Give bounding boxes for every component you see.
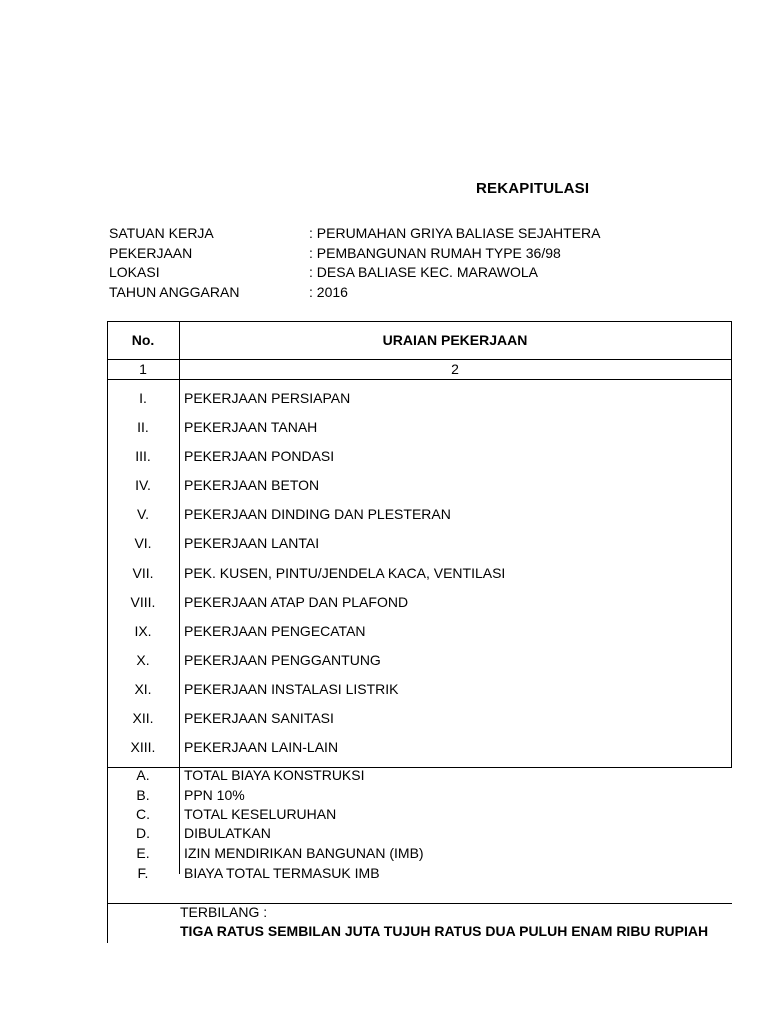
item-number: II. <box>137 419 149 435</box>
subheader-no: 1 <box>139 361 147 377</box>
info-label: PEKERJAAN <box>109 244 193 261</box>
header-no: No. <box>131 332 155 348</box>
item-number: XIII. <box>130 739 156 755</box>
item-description: PEKERJAAN PERSIAPAN <box>184 390 351 406</box>
item-description: PEKERJAAN PONDASI <box>184 448 335 464</box>
header-uraian: URAIAN PEKERJAAN <box>382 332 528 348</box>
item-number: I. <box>139 390 147 406</box>
item-number: IX. <box>134 623 152 639</box>
summary-label: DIBULATKAN <box>184 825 271 841</box>
info-row-lokasi <box>109 263 600 283</box>
item-description: PEKERJAAN PENGECATAN <box>184 623 366 639</box>
item-description: PEKERJAAN LANTAI <box>184 535 320 551</box>
summary-letter: C. <box>136 806 150 822</box>
info-value: : PERUMAHAN GRIYA BALIASE SEJAHTERA <box>309 225 601 241</box>
item-description: PEKERJAAN DINDING DAN PLESTERAN <box>184 506 451 522</box>
item-number: III. <box>135 448 151 464</box>
summary-label: TOTAL BIAYA KONSTRUKSI <box>184 767 365 783</box>
item-description: PEKERJAAN PENGGANTUNG <box>184 652 381 668</box>
item-number: IV. <box>135 477 151 493</box>
item-description: PEKERJAAN INSTALASI LISTRIK <box>184 681 399 697</box>
summary-letter: B. <box>136 787 150 803</box>
item-description: PEK. KUSEN, PINTU/JENDELA KACA, VENTILASI <box>184 565 506 581</box>
info-row-satuan-kerja <box>109 224 600 244</box>
item-description: PEKERJAAN TANAH <box>184 419 318 435</box>
item-number: XII. <box>132 710 154 726</box>
item-description: PEKERJAAN ATAP DAN PLAFOND <box>184 594 409 610</box>
summary-label: IZIN MENDIRIKAN BANGUNAN (IMB) <box>184 845 424 861</box>
info-label: LOKASI <box>109 264 160 280</box>
info-row-tahun-anggaran <box>109 283 600 303</box>
subheader-uraian: 2 <box>451 361 459 377</box>
document-title: REKAPITULASI <box>476 180 590 197</box>
summary-label: BIAYA TOTAL TERMASUK IMB <box>184 865 380 881</box>
summary-letter: E. <box>136 845 150 861</box>
info-value: : DESA BALIASE KEC. MARAWOLA <box>309 264 538 280</box>
summary-label: PPN 10% <box>184 787 245 803</box>
info-value: : 2016 <box>309 283 348 300</box>
info-label: TAHUN ANGGARAN <box>109 283 240 300</box>
info-block <box>109 224 600 302</box>
info-label: SATUAN KERJA <box>109 225 214 241</box>
item-description: PEKERJAAN SANITASI <box>184 710 334 726</box>
item-description: PEKERJAAN LAIN-LAIN <box>184 739 339 755</box>
recap-table <box>107 321 732 946</box>
item-number: V. <box>137 506 149 522</box>
item-number: VII. <box>132 565 154 581</box>
terbilang-value: TIGA RATUS SEMBILAN JUTA TUJUH RATUS DUA PULUH ENAM RIBU RUPIAH <box>180 923 709 939</box>
subheader-divider <box>107 379 732 380</box>
terbilang-label: TERBILANG : <box>180 904 268 920</box>
item-description: PEKERJAAN BETON <box>184 477 320 493</box>
info-value: : PEMBANGUNAN RUMAH TYPE 36/98 <box>309 244 561 261</box>
item-number: VIII. <box>130 594 156 610</box>
summary-letter: A. <box>136 767 150 783</box>
item-number: XI. <box>134 681 152 697</box>
item-number: VI. <box>134 535 152 551</box>
table-border-right <box>731 321 732 768</box>
summary-letter: F. <box>137 865 149 881</box>
summary-letter: D. <box>136 825 150 841</box>
summary-label: TOTAL KESELURUHAN <box>184 806 337 822</box>
item-number: X. <box>136 652 150 668</box>
info-row-pekerjaan <box>109 244 600 264</box>
column-divider <box>179 321 180 874</box>
